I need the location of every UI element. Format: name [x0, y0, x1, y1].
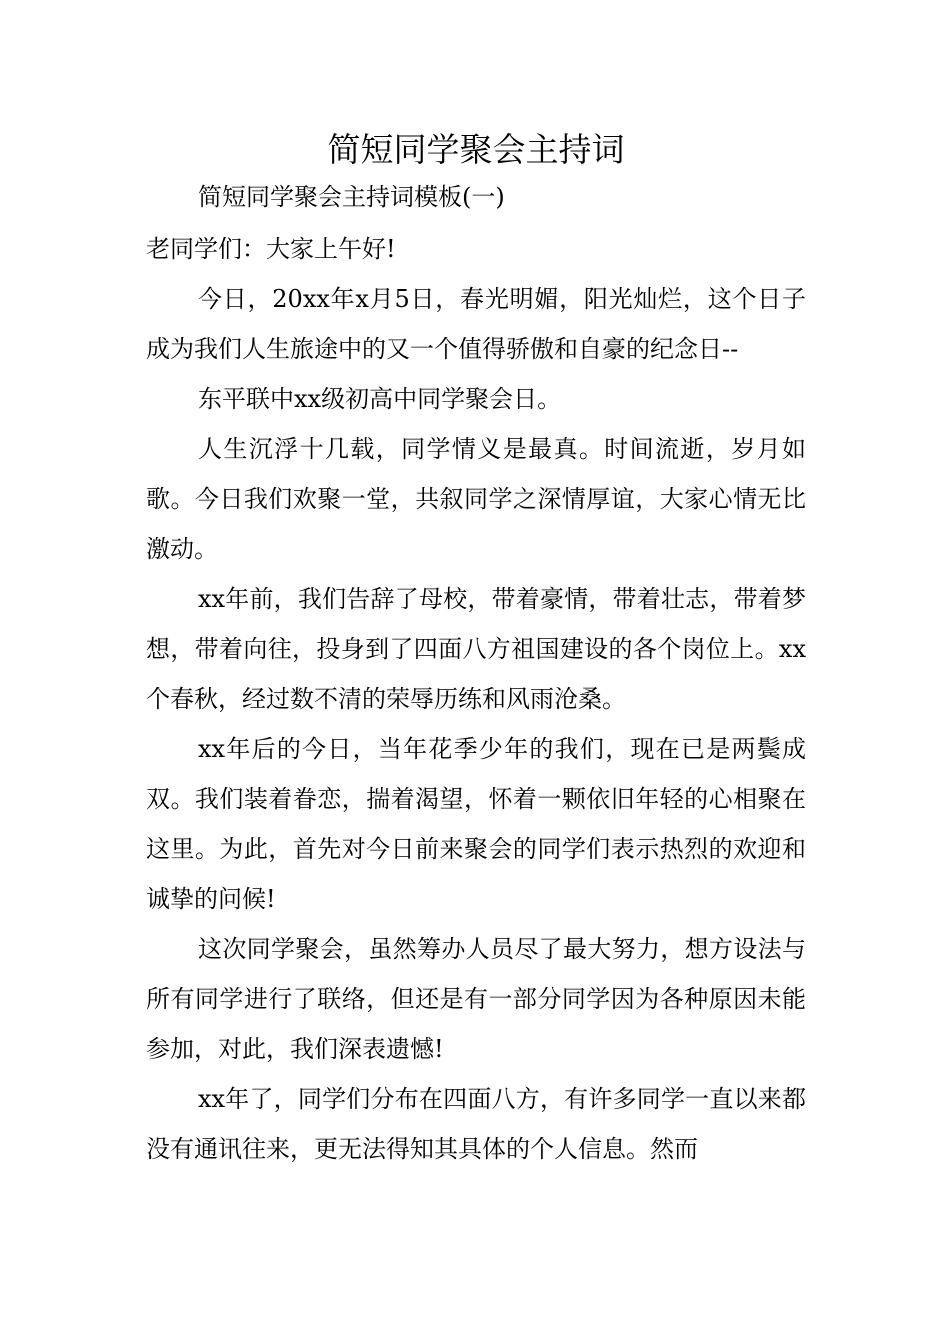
- paragraph: 东平联中xx级初高中同学聚会日。: [198, 385, 562, 413]
- paragraph: xx年了，同学们分布在四面八方，有许多同学一直以来都没有通讯往来，更无法得知其具体的个人信息。然而: [146, 1085, 806, 1163]
- document-title: 简短同学聚会主持词: [327, 130, 625, 169]
- paragraph: 这次同学聚会，虽然筹办人员尽了最大努力，想方设法与所有同学进行了联络，但还是有一部分同学因为各种原因未能参加，对此，我们深表遗憾!: [146, 935, 806, 1063]
- paragraph: xx年前，我们告辞了母校，带着豪情，带着壮志，带着梦想，带着向往，投身到了四面八方祖国建设的各个岗位上。xx个春秋，经过数不清的荣辱历练和风雨沧桑。: [146, 585, 806, 713]
- paragraph: 今日，20xx年x月5日，春光明媚，阳光灿烂，这个日子成为我们人生旅途中的又一个值得骄傲和自豪的纪念日--: [146, 285, 806, 363]
- paragraph-greeting: 老同学们：大家上午好!: [146, 235, 396, 263]
- paragraph: 人生沉浮十几载，同学情义是最真。时间流逝，岁月如歌。今日我们欢聚一堂，共叙同学之深情厚谊，大家心情无比激动。: [146, 435, 806, 563]
- document-subtitle: 简短同学聚会主持词模板(一): [198, 183, 505, 211]
- paragraph: xx年后的今日，当年花季少年的我们，现在已是两鬓成双。我们装着眷恋，揣着渴望，怀着一颗依旧年轻的心相聚在这里。为此，首先对今日前来聚会的同学们表示热烈的欢迎和诚挚的问候!: [146, 735, 806, 913]
